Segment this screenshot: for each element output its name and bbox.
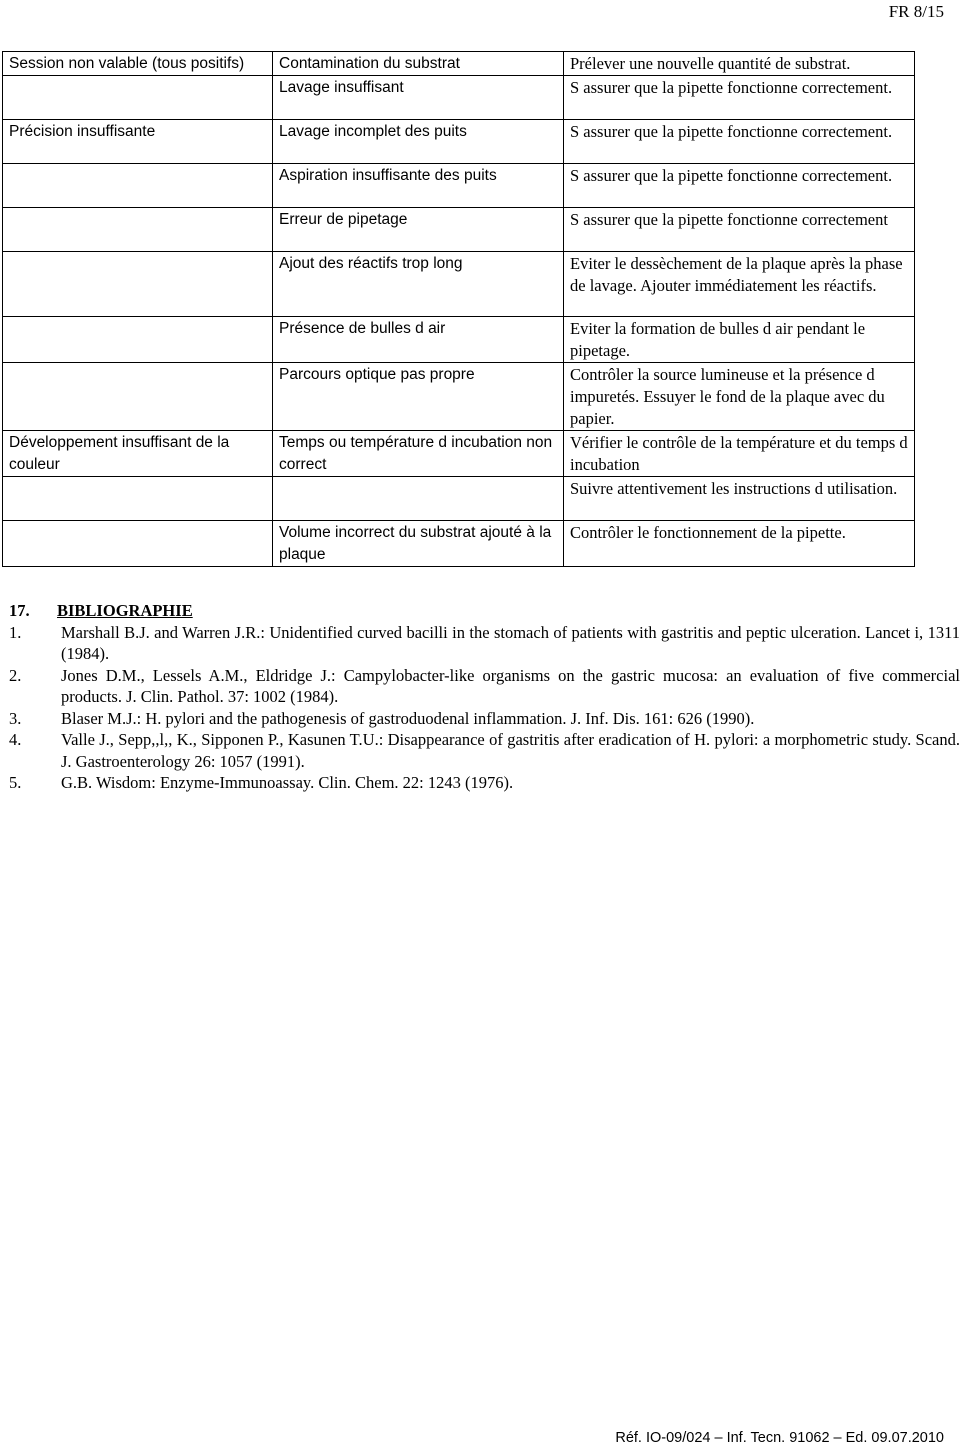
reference-item xyxy=(9,772,960,794)
reference-item xyxy=(9,729,960,772)
table-row xyxy=(3,164,915,208)
reference-number: 5. xyxy=(9,773,22,792)
solution-cell: Prélever une nouvelle quantité de substrat. xyxy=(564,52,915,76)
solution-cell: Contrôler le fonctionnement de la pipette. xyxy=(564,521,915,567)
reference-item xyxy=(9,622,960,665)
table-row xyxy=(3,252,915,317)
table-row xyxy=(3,120,915,164)
reference-number: 4. xyxy=(9,730,22,749)
problem-cell xyxy=(3,317,273,363)
solution-cell: Eviter la formation de bulles d air pendant le pipetage. xyxy=(564,317,915,363)
solution-cell: Vérifier le contrôle de la température et du temps d incubation xyxy=(564,431,915,477)
cause-cell: Lavage insuffisant xyxy=(273,76,564,120)
cause-cell: Lavage incomplet des puits xyxy=(273,120,564,164)
problem-cell: Session non valable (tous positifs) xyxy=(3,52,273,76)
cause-cell: Temps ou température d incubation non correct xyxy=(273,431,564,477)
section-number: 17. xyxy=(9,601,30,620)
cause-cell: Contamination du substrat xyxy=(273,52,564,76)
problem-cell xyxy=(3,252,273,317)
problem-cell xyxy=(3,208,273,252)
bibliography-section xyxy=(9,600,960,794)
problem-cell: Développement insuffisant de la couleur xyxy=(3,431,273,477)
page-number: FR 8/15 xyxy=(888,2,944,21)
reference-number: 3. xyxy=(9,708,22,728)
problem-cell xyxy=(3,521,273,567)
cause-cell: Parcours optique pas propre xyxy=(273,363,564,431)
solution-cell: Contrôler la source lumineuse et la présence d impuretés. Essuyer le fond de la plaque avec du papier. xyxy=(564,363,915,431)
reference-number: 2. xyxy=(9,665,22,685)
troubleshooting-table xyxy=(2,51,915,567)
solution-cell: S assurer que la pipette fonctionne correctement. xyxy=(564,164,915,208)
reference-text: Valle J., Sepp,,l,, K., Sipponen P., Kasunen T.U.: Disappearance of gastritis after eradication of H. pylori: a morphometric study. Scand. J. Gastroenterology 26: 1057 (1991). xyxy=(61,730,960,771)
document-reference-footer: Réf. IO-09/024 – Inf. Tecn. 91062 – Ed. 09.07.2010 xyxy=(615,1430,944,1446)
table-row xyxy=(3,431,915,477)
cause-cell: Présence de bulles d air xyxy=(273,317,564,363)
table-row xyxy=(3,208,915,252)
cause-cell: Aspiration insuffisante des puits xyxy=(273,164,564,208)
table-row xyxy=(3,521,915,567)
cause-cell xyxy=(273,477,564,521)
table-row xyxy=(3,477,915,521)
reference-text: G.B. Wisdom: Enzyme-Immunoassay. Clin. Chem. 22: 1243 (1976). xyxy=(61,773,514,792)
problem-cell xyxy=(3,76,273,120)
reference-number: 1. xyxy=(9,622,22,642)
problem-cell: Précision insuffisante xyxy=(3,120,273,164)
solution-cell: S assurer que la pipette fonctionne correctement. xyxy=(564,120,915,164)
reference-item xyxy=(9,665,960,708)
solution-cell: Eviter le dessèchement de la plaque après la phase de lavage. Ajouter immédiatement les réactifs. xyxy=(564,252,915,317)
cause-cell: Volume incorrect du substrat ajouté à la plaque xyxy=(273,521,564,567)
table-row xyxy=(3,52,915,76)
problem-cell xyxy=(3,477,273,521)
cause-cell: Erreur de pipetage xyxy=(273,208,564,252)
section-title: BIBLIOGRAPHIE xyxy=(57,601,193,620)
reference-text: Marshall B.J. and Warren J.R.: Unidentified curved bacilli in the stomach of patients with gastritis and peptic ulceration. Lancet i, 1311 (1984). xyxy=(61,622,960,663)
table-row xyxy=(3,317,915,363)
solution-cell: Suivre attentivement les instructions d utilisation. xyxy=(564,477,915,521)
table-row xyxy=(3,363,915,431)
problem-cell xyxy=(3,363,273,431)
cause-cell: Ajout des réactifs trop long xyxy=(273,252,564,317)
troubleshooting-table-body xyxy=(3,52,915,567)
reference-text: Blaser M.J.: H. pylori and the pathogenesis of gastroduodenal inflammation. J. Inf. Dis. 161: 626 (1990). xyxy=(61,708,755,728)
reference-item xyxy=(9,708,960,730)
bibliography-heading xyxy=(9,600,960,622)
table-row xyxy=(3,76,915,120)
reference-text: Jones D.M., Lessels A.M., Eldridge J.: Campylobacter-like organisms on the gastric mucosa: an evaluation of five commercial products. J. Clin. Pathol. 37: 1002 (1984). xyxy=(61,665,960,706)
reference-list xyxy=(9,622,960,794)
solution-cell: S assurer que la pipette fonctionne correctement xyxy=(564,208,915,252)
solution-cell: S assurer que la pipette fonctionne correctement. xyxy=(564,76,915,120)
problem-cell xyxy=(3,164,273,208)
